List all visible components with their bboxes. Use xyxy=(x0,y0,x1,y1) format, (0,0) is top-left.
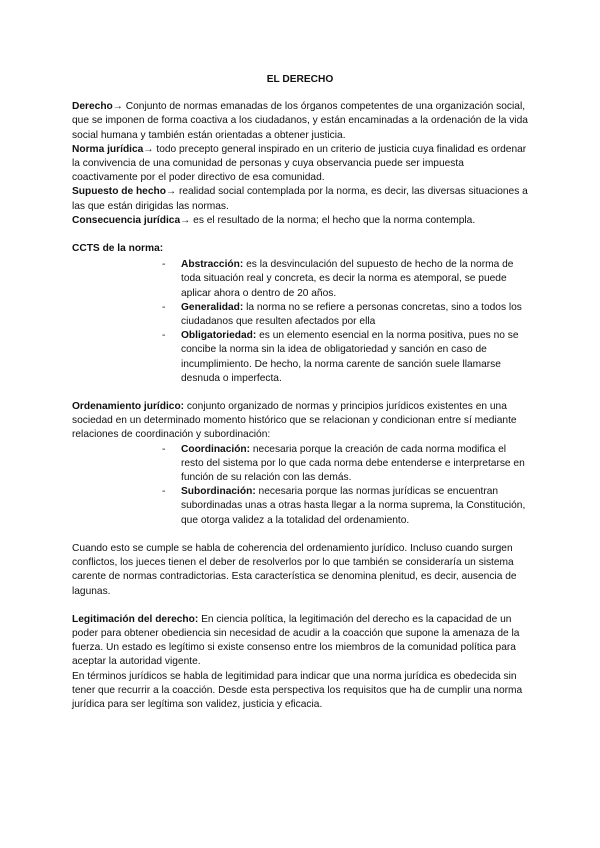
ccts-section xyxy=(72,242,528,386)
ccts-heading: CCTS de la norma: xyxy=(72,243,164,255)
definition-text: es el resultado de la norma; el hecho que la norma contempla. xyxy=(190,214,476,226)
ordenamiento-paragraph xyxy=(72,400,528,443)
legitimacion-text: En ciencia política, la legitimación del derecho es la capacidad de un poder para obtener obediencia sin necesidad de acudir a la coacción que supone la amenaza de la fuerza. Un estado es legítimo si existe consenso entre los miembros de la comunidad política para aceptar la autoridad vigente. xyxy=(72,613,520,668)
legitimacion-paragraph xyxy=(72,613,528,670)
definition-text: todo precepto general inspirado en un criterio de justicia cuya finalidad es ordenar la convivencia de una comunidad de personas y cuya observancia puede ser impuesta coactivamente por el poder directivo de esa comunidad. xyxy=(72,143,527,184)
arrow-icon: → xyxy=(180,214,191,226)
item-text: es un elemento esencial en la norma positiva, pues no se concibe la norma sin la idea de obligatoriedad y sanción en caso de incumplimiento. De hecho, la norma carente de sanción suele llamarse desnuda o imperfecta. xyxy=(181,330,519,384)
definition-supuesto-de-hecho xyxy=(72,185,528,213)
coherencia-paragraph: Cuando esto se cumple se habla de coherencia del ordenamiento jurídico. Incluso cuando surgen conflictos, los jueces tienen el deber de resolverlos por lo que también se consideraría un sistema carente de normas contradictorias. Esta característica se denomina plenitud, es decir, ausencia de lagunas. xyxy=(72,542,517,597)
definition-term: Norma jurídica xyxy=(72,143,144,155)
definition-consecuencia-juridica xyxy=(72,214,528,228)
legitimacion-term: Legitimación del derecho: xyxy=(72,613,199,625)
document-page xyxy=(72,73,528,712)
list-item xyxy=(162,443,528,486)
bullet-dash: - xyxy=(162,301,166,313)
arrow-icon: → xyxy=(165,186,177,198)
list-item xyxy=(162,485,528,528)
definition-text: Conjunto de normas emanadas de los órganos competentes de una organización social, que se imponen de forma coactiva a los ciudadanos, y están encaminadas a la ordenación de la vida social humana y también están orientadas a obtener justicia. xyxy=(72,101,528,141)
item-term: Obligatoriedad: xyxy=(181,330,257,342)
definition-derecho xyxy=(72,100,528,143)
definition-term: Supuesto de hecho xyxy=(72,186,166,198)
page-title: EL DERECHO xyxy=(266,74,334,85)
legitimacion-section xyxy=(72,613,528,712)
list-item xyxy=(162,301,528,329)
bullet-dash: - xyxy=(162,330,166,342)
item-term: Coordinación: xyxy=(181,443,251,455)
item-text: es la desvinculación del supuesto de hecho de la norma de toda situación real y concreta, es decir la norma es atemporal, se puede aplicar ahora o dentro de 20 años. xyxy=(181,259,514,299)
bullet-dash: - xyxy=(162,443,166,455)
definitions-block xyxy=(72,100,528,228)
ordenamiento-term: Ordenamiento jurídico: xyxy=(72,401,185,413)
bullet-dash: - xyxy=(162,259,166,271)
item-term: Subordinación: xyxy=(181,486,256,498)
ordenamiento-text: conjunto organizado de normas y principios jurídicos existentes en una sociedad en un determinado momento histórico que se relacionan y condicionan entre sí mediante relaciones de coordinación y subordinación: xyxy=(72,401,517,441)
arrow-icon: → xyxy=(112,101,123,113)
list-item xyxy=(162,329,528,386)
item-text: la norma no se refiere a personas concretas, sino a todos los ciudadanos que resulten afectados por ella xyxy=(181,301,522,328)
legitimacion-paragraph-2: En términos jurídicos se habla de legitimidad para indicar que una norma jurídica es obedecida sin tener que recurrir a la coacción. Desde esta perspectiva los requisitos que ha de cumplir una norma jurídica para ser legítima son validez, justicia y eficacia. xyxy=(72,670,523,710)
definition-norma-juridica xyxy=(72,143,528,186)
item-term: Abstracción: xyxy=(181,259,244,271)
definition-text: realidad social contemplada por la norma, es decir, las diversas situaciones a las que están dirigidas las normas. xyxy=(72,186,528,212)
list-item xyxy=(162,258,528,301)
ordenamiento-section xyxy=(72,400,528,528)
item-term: Generalidad: xyxy=(181,301,244,313)
item-text: necesaria porque la creación de cada norma modifica el resto del sistema por lo que cada norma debe entenderse e interpretarse en función de su relación con las demás. xyxy=(181,443,525,484)
definition-term: Derecho xyxy=(72,101,113,113)
bullet-dash: - xyxy=(162,486,166,498)
item-text: necesaria porque las normas jurídicas se encuentran subordinadas unas a otras hasta llegar a la norma suprema, la Constitución, que otorga validez a la totalidad del ordenamiento. xyxy=(181,486,526,526)
ordenamiento-list xyxy=(72,443,528,528)
arrow-icon: → xyxy=(143,143,154,155)
definition-term: Consecuencia jurídica xyxy=(72,214,181,226)
ccts-list xyxy=(72,258,528,386)
